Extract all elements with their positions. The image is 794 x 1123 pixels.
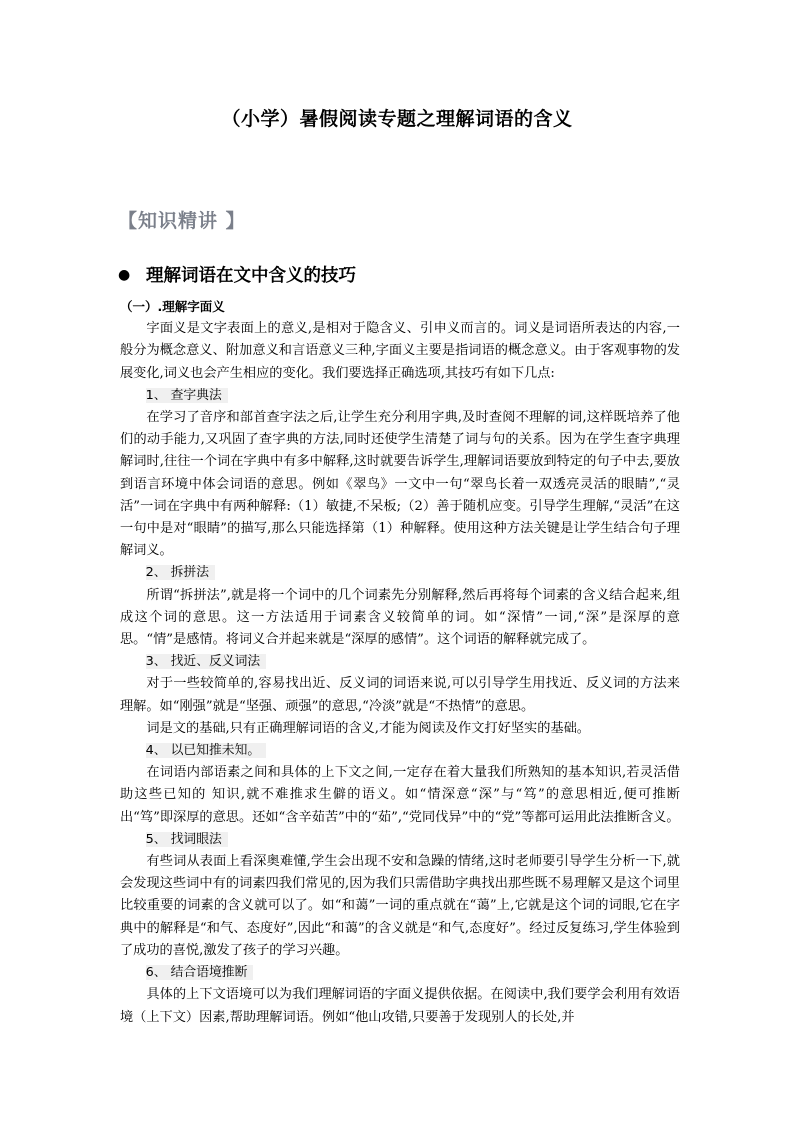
method-5-body: 有些词从表面上看深奥难懂,学生会出现不安和急躁的情绪,这时老师要引导学生分析一下,就会发现这些词中有的词素四我们常见的,因为我们只需借助字典找出那些既不易理解又是这个词里比较重要的词素的含义就可以了。如“和蔼”一词的重点就在“蔼”上,它就是这个词的词眼,它在字典中的解释是“和气、态度好”,因此“和蔼”的含义就是“和气,态度好”。经过反复练习,学生体验到了成功的喜悦,激发了孩子的学习兴趣。	[120, 854, 680, 958]
bullet-heading-text: 理解词语在文中含义的技巧	[146, 266, 356, 286]
method-1-body: 在学习了音序和部首查字法之后,让学生充分利用字典,及时查阅不理解的词,这样既培养了他们的动手能力,又巩固了查字典的方法,同时还使学生清楚了词与句的关系。因为在学生查字典理解词时,往往一个词在字典中有多中解释,这时就要告诉学生,理解词语要放到特定的句子中去,要放到语言环境中体会词语的意思。例如《翠鸟》一文中一句“翠鸟长着一双透亮灵活的眼睛”,“灵活”一词在字典中有两种解释:（1）敏捷,不呆板;（2）善于随机应变。引导学生理解,“灵活”在这一句中是对“眼睛”的描写,那么只能选择第（1）种解释。使用这种方法关键是让学生结合句子理解词义。	[120, 410, 680, 559]
method-3-body: 对于一些较简单的,容易找出近、反义词的词语来说,可以引导学生用找近、反义词的方法来理解。如“刚强”就是“坚强、顽强”的意思,“冷淡”就是“不热情”的意思。	[120, 676, 680, 714]
method-2-title	[120, 562, 680, 584]
method-4-title-text: 4、 以已知推未知。	[146, 743, 267, 758]
method-6-title-text: 6、 结合语境推断	[146, 965, 254, 980]
method-3-title-text: 3、 找近、反义词法	[146, 654, 267, 669]
bullet-heading	[118, 262, 356, 287]
page-title: （小学）暑假阅读专题之理解词语的含义	[221, 108, 573, 130]
method-1-title	[120, 385, 680, 407]
method-4-title	[120, 740, 680, 762]
method-1-title-text: 1、 查字典法	[146, 388, 228, 403]
method-5-title	[120, 829, 680, 851]
method-6-title	[120, 962, 680, 984]
bullet-dot-icon: ●	[118, 267, 131, 283]
subsection-heading: （一）.理解字面义	[120, 299, 225, 314]
method-3-note: 词是文的基础,只有正确理解词语的含义,才能为阅读及作文打好坚实的基础。	[146, 720, 590, 736]
method-2-title-text: 2、 拆拼法	[146, 565, 215, 580]
content-body	[120, 296, 680, 1029]
method-5-title-text: 5、 找词眼法	[146, 832, 228, 847]
method-3-title	[120, 651, 680, 673]
section-heading: 【知识精讲 】	[118, 210, 246, 232]
intro-paragraph: 字面义是文字表面上的意义,是相对于隐含义、引申义而言的。词义是词语所表达的内容,一般分为概念意义、附加意义和言语意义三种,字面义主要是指词语的概念意义。由于客观事物的发展变化,词义也会产生相应的变化。我们要选择正确选项,其技巧有如下几点:	[120, 321, 680, 381]
method-2-body: 所谓“拆拼法”,就是将一个词中的几个词素先分别解释,然后再将每个词素的含义结合起来,组成这个词的意思。这一方法适用于词素含义较简单的词。如“深情”一词,“深”是深厚的意思。“情”是感情。将词义合并起来就是“深厚的感情”。这个词语的解释就完成了。	[120, 587, 680, 648]
method-4-body: 在词语内部语素之间和具体的上下文之间,一定存在着大量我们所熟知的基本知识,若灵活借助这些已知的 知识,就不难推求生僻的语义。如“情深意“深”与“笃”的意思相近,便可推断出“笃”即深厚的意思。还如“含辛茹苦”中的“茹”,“党同伐异”中的“党”等都可运用此法推断含义。	[120, 765, 680, 825]
method-6-body: 具体的上下文语境可以为我们理解词语的字面义提供依据。在阅读中,我们要学会利用有效语境（上下文）因素,帮助理解词语。例如“他山攻错,只要善于发现别人的长处,并	[120, 987, 680, 1025]
